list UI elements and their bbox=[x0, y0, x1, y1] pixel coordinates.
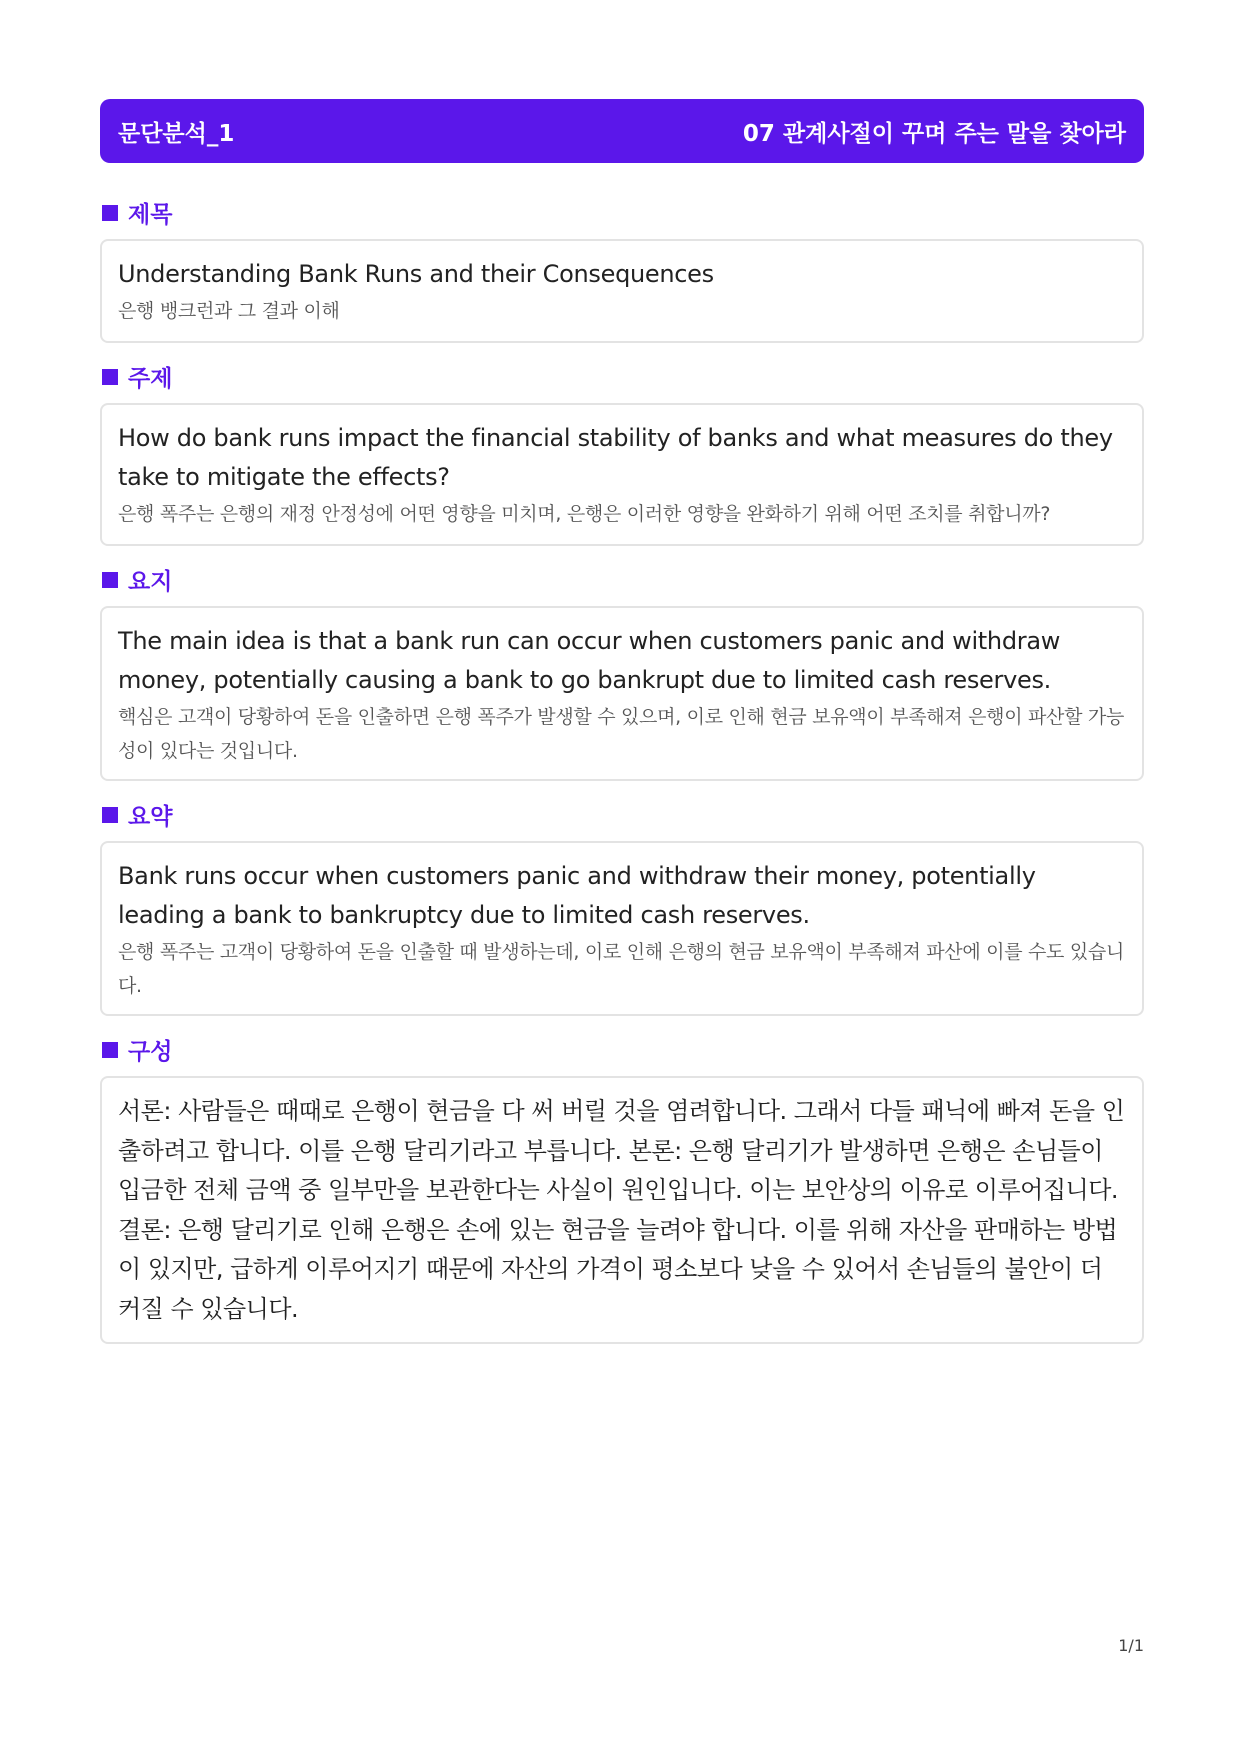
summary-card bbox=[100, 841, 1144, 1016]
square-bullet-icon bbox=[102, 369, 118, 385]
section-heading-summary bbox=[102, 798, 172, 831]
header-right-title: 07 관계사절이 꾸며 주는 말을 찾아라 bbox=[742, 120, 1126, 147]
square-bullet-icon bbox=[102, 205, 118, 221]
gist-korean: 핵심은 고객이 당황하여 돈을 인출하면 은행 폭주가 발생할 수 있으며, 이로 인해 현금 보유액이 부족해져 은행이 파산할 가능성이 있다는 것입니다. bbox=[118, 706, 1125, 762]
structure-korean: 서론: 사람들은 때때로 은행이 현금을 다 써 버릴 것을 염려합니다. 그래서 다들 패닉에 빠져 돈을 인출하려고 합니다. 이를 은행 달리기라고 부릅니다. 본론: 은행 달리기가 발생하면 은행은 손님들이 입금한 전체 금액 중 일부만을 보관한다는 사실이 원인입니다. 이는 보안상의 이유로 이루어집니다. 결론: 은행 달리기로 인해 은행은 손에 있는 현금을 늘려야 합니다. 이를 위해 자산을 판매하는 방법이 있지만, 급하게 이루어지기 때문에 자산의 가격이 평소보다 낮을 수 있어서 손님들의 불안이 더 커질 수 있습니다. bbox=[118, 1097, 1125, 1323]
topic-card bbox=[100, 403, 1144, 546]
section-heading-label: 구성 bbox=[128, 1039, 173, 1065]
section-heading-label: 제목 bbox=[128, 202, 173, 228]
summary-english: Bank runs occur when customers panic and withdraw their money, potentially leading a bank to bankruptcy due to limited cash reserves. bbox=[118, 862, 1036, 929]
section-heading-label: 요지 bbox=[128, 569, 173, 595]
square-bullet-icon bbox=[102, 807, 118, 823]
topic-english: How do bank runs impact the financial stability of banks and what measures do they take to mitigate the effects? bbox=[118, 424, 1113, 491]
header-left-title: 문단분석_1 bbox=[118, 120, 235, 147]
section-heading-gist bbox=[102, 563, 172, 596]
section-heading-topic bbox=[102, 360, 172, 393]
title-card bbox=[100, 239, 1144, 343]
square-bullet-icon bbox=[102, 1042, 118, 1058]
section-heading-label: 요약 bbox=[128, 804, 173, 830]
structure-card bbox=[100, 1076, 1144, 1344]
title-english: Understanding Bank Runs and their Consequences bbox=[118, 260, 714, 288]
page-number: 1/1 bbox=[1118, 1636, 1144, 1655]
section-heading-structure bbox=[102, 1033, 172, 1066]
square-bullet-icon bbox=[102, 572, 118, 588]
title-korean: 은행 뱅크런과 그 결과 이해 bbox=[118, 300, 340, 322]
gist-english: The main idea is that a bank run can occur when customers panic and withdraw money, potentially causing a bank to go bankrupt due to limited cash reserves. bbox=[118, 627, 1061, 694]
gist-card bbox=[100, 606, 1144, 781]
section-heading-label: 주제 bbox=[128, 366, 173, 392]
topic-korean: 은행 폭주는 은행의 재정 안정성에 어떤 영향을 미치며, 은행은 이러한 영향을 완화하기 위해 어떤 조치를 취합니까? bbox=[118, 503, 1051, 525]
summary-korean: 은행 폭주는 고객이 당황하여 돈을 인출할 때 발생하는데, 이로 인해 은행의 현금 보유액이 부족해져 파산에 이를 수도 있습니다. bbox=[118, 941, 1125, 997]
header-bar bbox=[100, 99, 1144, 163]
section-heading-title bbox=[102, 196, 172, 229]
